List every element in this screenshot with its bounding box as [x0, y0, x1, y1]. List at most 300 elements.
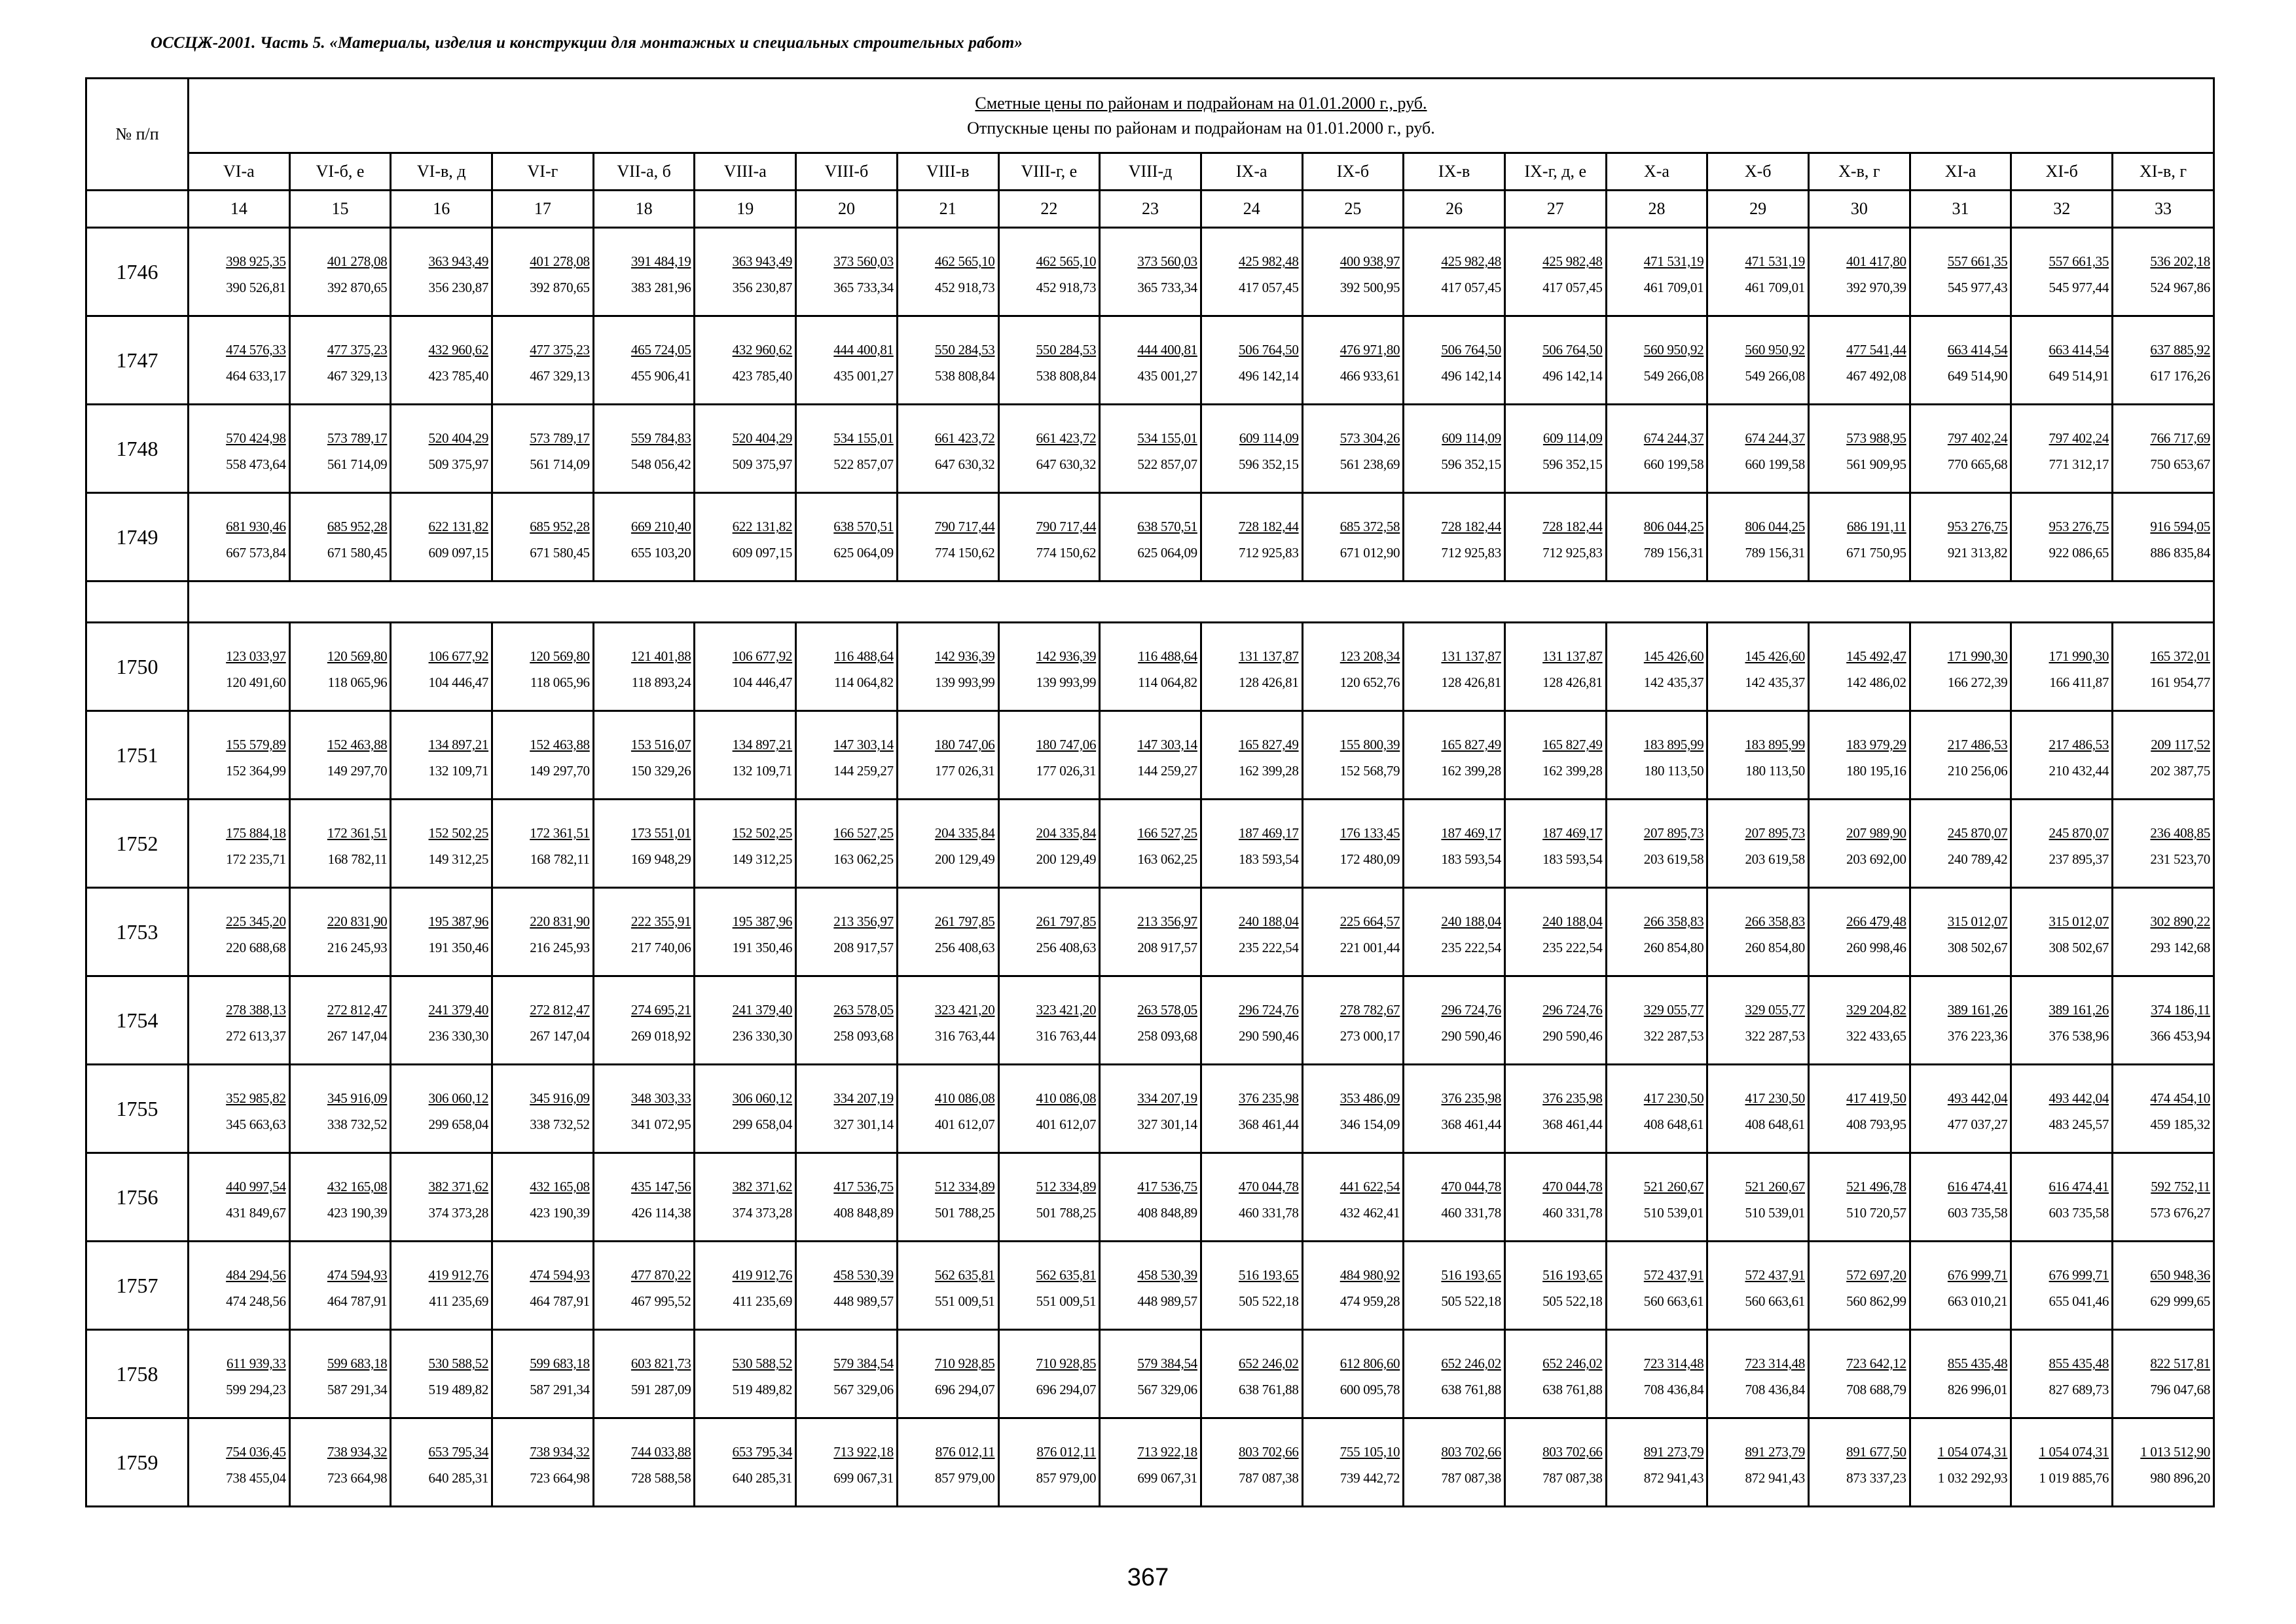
estimated-price: 474 594,93: [327, 1267, 388, 1283]
district-header: X-б: [1707, 153, 1809, 191]
release-price: 522 857,07: [833, 456, 894, 472]
release-price: 221 001,44: [1339, 940, 1400, 955]
estimated-price: 611 939,33: [226, 1356, 286, 1371]
release-price: 467 329,13: [327, 368, 388, 384]
release-price: 519 489,82: [428, 1382, 489, 1397]
estimated-price: 432 960,62: [732, 342, 793, 358]
estimated-price: 240 188,04: [1542, 913, 1603, 929]
estimated-price: 790 717,44: [1036, 519, 1097, 534]
price-cell: [1504, 1242, 1606, 1330]
release-price: 423 785,40: [428, 368, 489, 384]
estimated-price: 153 516,07: [630, 737, 691, 752]
price-cell: [1302, 1242, 1404, 1330]
price-cell: [1707, 711, 1809, 800]
estimated-price: 444 400,81: [1137, 342, 1197, 358]
row-number: 1746: [86, 228, 189, 316]
price-cell: [2113, 623, 2214, 711]
estimated-price: 261 797,85: [1036, 913, 1097, 929]
column-number: 21: [897, 191, 998, 228]
estimated-price: 131 137,87: [1239, 648, 1299, 664]
release-price: 200 129,49: [934, 851, 995, 867]
estimated-price: 213 356,97: [833, 913, 894, 929]
price-cell: [1707, 1330, 1809, 1418]
estimated-price: 373 560,03: [1137, 253, 1197, 269]
release-price: 168 782,11: [327, 851, 388, 867]
release-price: 260 998,46: [1846, 940, 1906, 955]
price-cell: [492, 405, 594, 493]
release-price: 162 399,28: [1441, 763, 1501, 779]
price-cell: [2011, 1418, 2113, 1507]
price-cell: [1809, 493, 1910, 581]
release-price: 770 665,68: [1947, 456, 2008, 472]
district-header: VII-а, б: [593, 153, 695, 191]
estimated-price: 470 044,78: [1239, 1179, 1299, 1194]
release-price: 166 272,39: [1947, 674, 2008, 690]
release-price: 267 147,04: [327, 1028, 388, 1044]
price-cell: [593, 976, 695, 1065]
release-price: 474 248,56: [226, 1293, 286, 1309]
estimated-price: 441 622,54: [1339, 1179, 1400, 1194]
estimated-price: 559 784,83: [630, 430, 691, 446]
price-cell: [897, 1418, 998, 1507]
release-price: 365 733,34: [833, 280, 894, 295]
prices-super-header: [189, 79, 2214, 153]
price-cell: [796, 405, 898, 493]
price-cell: [1606, 623, 1707, 711]
estimated-price: 435 147,56: [630, 1179, 691, 1194]
release-price: 587 291,34: [530, 1382, 590, 1397]
price-cell: [695, 1065, 796, 1153]
release-price: 411 235,69: [429, 1293, 489, 1309]
release-price: 655 041,46: [2049, 1293, 2109, 1309]
estimated-price: 669 210,40: [630, 519, 691, 534]
price-cell: [391, 316, 492, 405]
price-cell: [998, 405, 1100, 493]
release-price: 647 630,32: [1036, 456, 1097, 472]
table-row: [86, 316, 2214, 405]
release-price: 202 387,75: [2150, 763, 2210, 779]
price-cell: [1201, 623, 1302, 711]
price-cell: [998, 316, 1100, 405]
price-cell: [1201, 976, 1302, 1065]
estimated-price: 278 782,67: [1339, 1002, 1400, 1018]
row-number: 1751: [86, 711, 189, 800]
estimated-price: 484 980,92: [1339, 1267, 1400, 1283]
estimated-price: 207 989,90: [1846, 825, 1906, 841]
table-row: [86, 1153, 2214, 1242]
release-price: 886 835,84: [2150, 545, 2210, 561]
release-price: 461 709,01: [1643, 280, 1704, 295]
release-price: 208 917,57: [1137, 940, 1197, 955]
release-price: 560 862,99: [1846, 1293, 1906, 1309]
estimated-price: 710 928,85: [934, 1356, 995, 1371]
release-price: 477 037,27: [1947, 1116, 2008, 1132]
estimated-price: 738 934,32: [530, 1444, 590, 1460]
estimated-price: 506 764,50: [1542, 342, 1603, 358]
release-price: 561 714,09: [530, 456, 590, 472]
release-price: 408 648,61: [1745, 1116, 1805, 1132]
estimated-price: 376 235,98: [1441, 1090, 1501, 1106]
price-cell: [1302, 1330, 1404, 1418]
release-price: 464 633,17: [226, 368, 286, 384]
release-price: 538 808,84: [1036, 368, 1097, 384]
release-price: 128 426,81: [1239, 674, 1299, 690]
estimated-price: 213 356,97: [1137, 913, 1197, 929]
release-price: 203 619,58: [1643, 851, 1704, 867]
release-price: 368 461,44: [1441, 1116, 1501, 1132]
estimated-price: 432 960,62: [428, 342, 489, 358]
row-number: 1757: [86, 1242, 189, 1330]
price-cell: [1504, 405, 1606, 493]
estimated-price: 183 895,99: [1643, 737, 1704, 752]
estimated-price: 465 724,05: [630, 342, 691, 358]
column-number: 30: [1809, 191, 1910, 228]
release-price: 496 142,14: [1441, 368, 1501, 384]
price-cell: [1404, 1065, 1505, 1153]
estimated-price: 713 922,18: [833, 1444, 894, 1460]
release-price: 267 147,04: [530, 1028, 590, 1044]
release-price: 617 176,26: [2150, 368, 2210, 384]
price-cell: [796, 1153, 898, 1242]
estimated-price: 123 033,97: [226, 648, 286, 664]
table-row: [86, 1418, 2214, 1507]
price-cell: [1201, 1242, 1302, 1330]
price-table-header: [86, 79, 2214, 228]
price-cell: [695, 711, 796, 800]
estimated-price: 389 161,26: [1947, 1002, 2008, 1018]
release-price: 290 590,46: [1542, 1028, 1603, 1044]
price-cell: [1707, 493, 1809, 581]
release-price: 374 373,28: [732, 1205, 793, 1221]
estimated-price: 272 812,47: [530, 1002, 590, 1018]
table-row: [86, 800, 2214, 888]
price-cell: [1606, 1242, 1707, 1330]
release-price: 827 689,73: [2049, 1382, 2109, 1397]
price-cell: [2113, 888, 2214, 976]
row-number-header: № п/п: [86, 79, 189, 191]
release-price: 376 538,96: [2049, 1028, 2109, 1044]
release-price: 474 959,28: [1339, 1293, 1400, 1309]
district-header: XI-а: [1910, 153, 2011, 191]
release-price: 177 026,31: [934, 763, 995, 779]
release-price: 423 785,40: [732, 368, 793, 384]
release-price: 142 435,37: [1643, 674, 1704, 690]
estimated-price: 419 912,76: [732, 1267, 793, 1283]
release-price: 120 652,76: [1339, 674, 1400, 690]
price-cell: [1201, 1065, 1302, 1153]
estimated-price: 891 273,79: [1643, 1444, 1704, 1460]
estimated-price: 180 747,06: [1036, 737, 1097, 752]
price-cell: [1100, 228, 1201, 316]
section-separator-row: [86, 581, 2214, 623]
district-header: VI-г: [492, 153, 594, 191]
estimated-price: 131 137,87: [1542, 648, 1603, 664]
estimated-price: 1 013 512,90: [2140, 1444, 2210, 1460]
estimated-price: 245 870,07: [1947, 825, 2008, 841]
release-price: 591 287,09: [630, 1382, 691, 1397]
price-cell: [1910, 316, 2011, 405]
price-cell: [1404, 405, 1505, 493]
price-cell: [1302, 1153, 1404, 1242]
release-price: 299 658,04: [732, 1116, 793, 1132]
price-cell: [2011, 888, 2113, 976]
release-price: 774 150,62: [1036, 545, 1097, 561]
estimated-price: 171 990,30: [2049, 648, 2109, 664]
table-row: [86, 493, 2214, 581]
price-cell: [1707, 800, 1809, 888]
estimated-price: 245 870,07: [2049, 825, 2109, 841]
estimated-price: 145 492,47: [1846, 648, 1906, 664]
price-cell: [492, 316, 594, 405]
estimated-price: 302 890,22: [2150, 913, 2210, 929]
column-number-row: [86, 191, 2214, 228]
price-cell: [1201, 1330, 1302, 1418]
price-cell: [1404, 228, 1505, 316]
estimated-price: 217 486,53: [1947, 737, 2008, 752]
estimated-price: 579 384,54: [1137, 1356, 1197, 1371]
release-price: 567 329,06: [833, 1382, 894, 1397]
release-price: 432 462,41: [1339, 1205, 1400, 1221]
release-price: 558 473,64: [226, 456, 286, 472]
price-cell: [593, 1330, 695, 1418]
price-cell: [289, 888, 391, 976]
release-price: 873 337,23: [1846, 1470, 1906, 1486]
estimated-price: 142 936,39: [1036, 648, 1097, 664]
estimated-price: 152 502,25: [732, 825, 793, 841]
estimated-price: 484 294,56: [226, 1267, 286, 1283]
estimated-price: 471 531,19: [1643, 253, 1704, 269]
column-number: 26: [1404, 191, 1505, 228]
release-price: 649 514,90: [1947, 368, 2008, 384]
estimated-price: 562 635,81: [934, 1267, 995, 1283]
price-cell: [2011, 1065, 2113, 1153]
release-price: 172 480,09: [1339, 851, 1400, 867]
release-price: 408 848,89: [1137, 1205, 1197, 1221]
price-cell: [1606, 711, 1707, 800]
district-header: VI-в, д: [391, 153, 492, 191]
release-price: 461 709,01: [1745, 280, 1805, 295]
release-price: 299 658,04: [428, 1116, 489, 1132]
price-cell: [1809, 1065, 1910, 1153]
estimated-price: 806 044,25: [1643, 519, 1704, 534]
price-cell: [1809, 316, 1910, 405]
table-row: [86, 711, 2214, 800]
price-cell: [2113, 800, 2214, 888]
price-cell: [391, 888, 492, 976]
estimated-price: 520 404,29: [428, 430, 489, 446]
estimated-price: 855 435,48: [1947, 1356, 2008, 1371]
price-cell: [1910, 405, 2011, 493]
estimated-price: 560 950,92: [1643, 342, 1704, 358]
release-price: 596 352,15: [1441, 456, 1501, 472]
estimated-price: 550 284,53: [934, 342, 995, 358]
estimated-price: 225 664,57: [1339, 913, 1400, 929]
price-cell: [1809, 1330, 1910, 1418]
release-price: 163 062,25: [1137, 851, 1197, 867]
release-price: 200 129,49: [1036, 851, 1097, 867]
estimated-price: 417 230,50: [1745, 1090, 1805, 1106]
release-price: 638 761,88: [1239, 1382, 1299, 1397]
price-cell: [391, 1418, 492, 1507]
price-cell: [796, 316, 898, 405]
release-price: 392 500,95: [1339, 280, 1400, 295]
estimated-price: 797 402,24: [1947, 430, 2008, 446]
price-cell: [998, 1153, 1100, 1242]
release-price: 216 245,93: [327, 940, 388, 955]
estimated-price: 274 695,21: [630, 1002, 691, 1018]
estimated-price: 579 384,54: [833, 1356, 894, 1371]
release-price: 142 435,37: [1745, 674, 1805, 690]
estimated-price: 458 530,39: [833, 1267, 894, 1283]
district-header: IX-а: [1201, 153, 1302, 191]
release-price: 524 967,86: [2150, 280, 2210, 295]
release-price: 501 788,25: [1036, 1205, 1097, 1221]
release-price: 408 848,89: [833, 1205, 894, 1221]
price-cell: [1707, 888, 1809, 976]
estimated-price: 674 244,37: [1745, 430, 1805, 446]
release-price: 203 692,00: [1846, 851, 1906, 867]
release-price: 316 763,44: [934, 1028, 995, 1044]
price-cell: [695, 316, 796, 405]
release-price: 510 539,01: [1745, 1205, 1805, 1221]
price-cell: [2113, 1153, 2214, 1242]
price-table: [85, 77, 2215, 1507]
estimated-price: 876 012,11: [1036, 1444, 1097, 1460]
table-row: [86, 623, 2214, 711]
release-price: 625 064,09: [1137, 545, 1197, 561]
price-cell: [2113, 493, 2214, 581]
price-cell: [2113, 228, 2214, 316]
price-cell: [998, 1065, 1100, 1153]
price-cell: [593, 800, 695, 888]
estimated-price: 220 831,90: [327, 913, 388, 929]
release-price: 290 590,46: [1239, 1028, 1299, 1044]
release-price: 118 065,96: [530, 674, 590, 690]
price-cell: [2113, 711, 2214, 800]
release-price: 235 222,54: [1441, 940, 1501, 955]
release-price: 183 593,54: [1239, 851, 1299, 867]
estimated-price: 334 207,19: [833, 1090, 894, 1106]
estimated-price: 573 789,17: [327, 430, 388, 446]
price-cell: [1707, 623, 1809, 711]
estimated-price: 417 419,50: [1846, 1090, 1906, 1106]
price-cell: [391, 1330, 492, 1418]
price-cell: [189, 1330, 290, 1418]
row-number: 1749: [86, 493, 189, 581]
release-price: 417 057,45: [1239, 280, 1299, 295]
price-cell: [2113, 1242, 2214, 1330]
price-cell: [189, 976, 290, 1065]
release-price: 789 156,31: [1745, 545, 1805, 561]
estimated-price: 592 752,11: [2151, 1179, 2210, 1194]
price-cell: [2011, 1153, 2113, 1242]
district-header: VIII-в: [897, 153, 998, 191]
estimated-price: 891 677,50: [1846, 1444, 1906, 1460]
price-cell: [1707, 316, 1809, 405]
release-price: 640 285,31: [428, 1470, 489, 1486]
estimated-price: 398 925,35: [226, 253, 286, 269]
release-price: 640 285,31: [732, 1470, 793, 1486]
release-price: 609 097,15: [428, 545, 489, 561]
release-price: 118 065,96: [327, 674, 388, 690]
district-header: X-в, г: [1809, 153, 1910, 191]
estimated-price: 550 284,53: [1036, 342, 1097, 358]
price-cell: [695, 800, 796, 888]
price-cell: [1100, 888, 1201, 976]
release-price: 796 047,68: [2150, 1382, 2210, 1397]
estimated-price: 352 985,82: [226, 1090, 286, 1106]
price-cell: [897, 711, 998, 800]
estimated-price: 419 912,76: [428, 1267, 489, 1283]
release-price: 460 331,78: [1239, 1205, 1299, 1221]
release-price: 1 032 292,93: [1937, 1470, 2008, 1486]
price-cell: [1504, 711, 1606, 800]
estimated-price: 723 642,12: [1846, 1356, 1906, 1371]
release-price: 596 352,15: [1239, 456, 1299, 472]
release-price: 168 782,11: [530, 851, 590, 867]
release-price: 560 663,61: [1643, 1293, 1704, 1309]
estimated-price: 474 454,10: [2150, 1090, 2210, 1106]
price-cell: [897, 316, 998, 405]
release-price: 548 056,42: [630, 456, 691, 472]
price-cell: [1809, 711, 1910, 800]
release-price: 132 109,71: [428, 763, 489, 779]
price-cell: [2011, 1330, 2113, 1418]
estimated-price: 444 400,81: [833, 342, 894, 358]
price-cell: [1910, 1330, 2011, 1418]
release-price: 128 426,81: [1441, 674, 1501, 690]
estimated-price: 106 677,92: [428, 648, 489, 664]
release-price: 739 442,72: [1339, 1470, 1400, 1486]
price-cell: [492, 228, 594, 316]
estimated-price: 187 469,17: [1441, 825, 1501, 841]
price-cell: [1910, 1065, 2011, 1153]
release-price: 509 375,97: [428, 456, 489, 472]
release-price: 260 854,80: [1745, 940, 1805, 955]
row-number: 1753: [86, 888, 189, 976]
estimated-price: 530 588,52: [428, 1356, 489, 1371]
estimated-price: 506 764,50: [1239, 342, 1299, 358]
release-price: 411 235,69: [733, 1293, 793, 1309]
release-price: 237 895,37: [2049, 851, 2109, 867]
price-cell: [695, 1242, 796, 1330]
estimated-price: 806 044,25: [1745, 519, 1805, 534]
estimated-price: 315 012,07: [2049, 913, 2109, 929]
estimated-price: 653 795,34: [428, 1444, 489, 1460]
release-price: 408 648,61: [1643, 1116, 1704, 1132]
release-price: 162 399,28: [1542, 763, 1603, 779]
release-price: 448 989,57: [833, 1293, 894, 1309]
column-number: 28: [1606, 191, 1707, 228]
price-cell: [695, 405, 796, 493]
table-row: [86, 976, 2214, 1065]
release-price: 561 238,69: [1339, 456, 1400, 472]
estimated-price: 183 979,29: [1846, 737, 1906, 752]
price-cell: [289, 1418, 391, 1507]
release-price: 376 223,36: [1947, 1028, 2008, 1044]
release-price: 210 256,06: [1947, 763, 2008, 779]
estimated-price: 315 012,07: [1947, 913, 2008, 929]
estimated-price: 638 570,51: [833, 519, 894, 534]
price-cell: [998, 976, 1100, 1065]
estimated-price: 171 990,30: [1947, 648, 2008, 664]
price-cell: [897, 1065, 998, 1153]
release-price: 708 688,79: [1846, 1382, 1906, 1397]
release-price: 522 857,07: [1137, 456, 1197, 472]
price-cell: [289, 405, 391, 493]
price-cell: [289, 976, 391, 1065]
release-price: 426 114,38: [631, 1205, 691, 1221]
